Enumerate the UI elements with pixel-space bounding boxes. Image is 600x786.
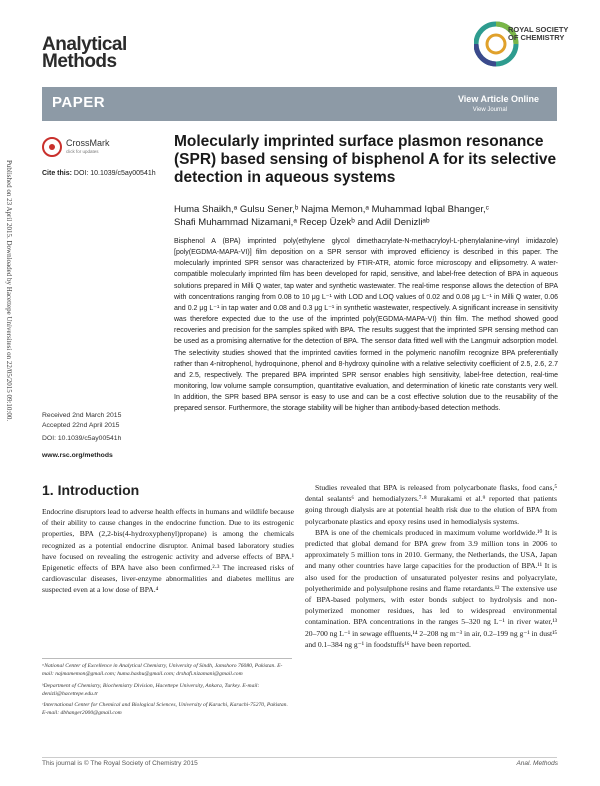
left-column <box>42 506 294 596</box>
view-journal-link[interactable]: View Journal <box>472 107 507 113</box>
accepted-date: Accepted 22nd April 2015 <box>42 421 120 429</box>
journal-name <box>42 36 127 70</box>
footer-divider <box>42 757 557 758</box>
citation <box>42 170 156 177</box>
view-article-online-link[interactable]: View Article Online <box>457 94 539 104</box>
intro-paragraph-1: Endocrine disruptors lead to adverse health effects in humans and wildlife because of their ability to cause changes in the endocrine function. Due to its estrogenic properties, BPA (2,2-bis(4-hydroxyphenyl)propane) is among the chemicals recognized as a potential endocrine disruptor. Animal based laboratory studies have focused on revealing the estrogenic activity and adverse effects of BPA.¹ Epigenetic effects of BPA have also been confirmed.²·³ The increased risks of cardiovascular diseases, liver-enzyme abnormalities and diabetes mellitus are suspected even at a low dose of BPA.⁴ <box>42 507 294 595</box>
download-note <box>3 160 13 720</box>
authors-line2: Shafi Muhammad Nizamani,ᵃ Recep Üzekᵇ and Adil Denizliᵃᵇ <box>174 217 430 228</box>
affiliation-footnotes <box>42 662 294 721</box>
intro-paragraph-2: Studies revealed that BPA is released from polycarbonate flasks, food cans,⁵ dental sealants⁶ and hemodialyzers.⁷·⁸ Murakami et al.⁹ reported that patients going through dialysis are at potential health risk due to the elution of BPA from polycarbonate plastics and epoxy resins used in hemodialysis systems. <box>305 483 557 526</box>
footnote-divider <box>42 658 292 659</box>
article-doi[interactable]: DOI: 10.1039/c5ay00541h <box>42 435 122 442</box>
journal-name-line1: Analytical <box>42 34 127 55</box>
article-history <box>42 411 121 444</box>
rsc-logo-line1: ROYAL SOCIETY <box>508 25 569 34</box>
crossmark-sub: click for updates <box>66 149 99 154</box>
rsc-logo-text <box>508 26 568 42</box>
citation-doi[interactable]: DOI: 10.1039/c5ay00541h <box>73 170 156 177</box>
footnote-a: ᵃNational Center of Excellence in Analytical Chemistry, University of Sindh, Jamshoro 76080, Pakistan. E-mail: najmamemon@gmail.com; huma.hashu@gmail.com; drshafi.nizamani@gmail.com <box>42 663 283 678</box>
rsc-logo-line2: OF CHEMISTRY <box>508 33 565 42</box>
received-date: Received 2nd March 2015 <box>42 412 122 419</box>
crossmark-icon <box>42 137 62 157</box>
abstract: Bisphenol A (BPA) imprinted poly(ethylene glycol dimethacrylate-N-methacryloyl-L-phenylalanine-vinyl imidazole) [poly(EGDMA-MAPA-VI)] film deposition on a SPR sensor with improved efficiency is described in this paper. The molecularly imprinted SPR sensor was characterized by FTIR-ATR, atomic force microscopy and ellipsometry. A water-compatible molecularly imprinted film has been developed for rapid, sensitive, and label-free detection of BPA in aqueous solutions prepared in Milli Q water, tap water and synthetic wastewater. The real-time response allows the detection of BPA with concentrations ranging from 0.08 to 10 μg L⁻¹ with LOD and LOQ values of 0.02 and 0.08 μg L⁻¹ in Milli Q water, 0.06 and 0.2 μg L⁻¹ in tap water and 0.08 and 0.3 μg L⁻¹ in synthetic wastewater, respectively. A significant increase in sensitivity was therefore expected due to the use of the imprinted poly(EGDMA-MAPA-VI) thin film. The method showed good recoveries and precision for the samples spiked with BPA. The results suggest that the imprinted SPR sensing method can be used as a promising alternative for the detection of BPA. The sensor data fitted well with the Langmuir adsorption model. The selectivity studies showed that the imprinted cavities formed in the polymeric nanofilm recognize BPA preferentially rather than 4-nitrophenol, hydroquinone, phenol and 8-hydroxy quinoline with a relative selectivity coefficient of 2.5, 2.6, 2.7 and 2.5, respectively. The prepared BPA imprinted SPR sensor enables high sensitivity, label-free detection, real-time monitoring, low volume sample consumption, quantitative evaluation, and determination of kinetic rate constants very well. In addition, the SPR based BPA sensor is easy to use and can be a cost effective solution due to the reusability of the prepared sensor. Furthermore, the storage stability will be higher than antibody-based detection methods. <box>174 238 558 413</box>
intro-paragraph-3: BPA is one of the chemicals produced in maximum volume worldwide.¹⁰ It is predicted that global demand for BPA grew from 3.9 million tons in 2006 to approximately 5 million tons in 2010. Germany, the Netherlands, the USA, Japan and many other countries have large capacities for the production of BPA.¹¹ It is also used for the production of unsaturated polyester resins and polyacrylate, polyetherimide and polysulphone resins and flame retardants.¹² The extensive use of BPA-based polymers, with ester bonds subject to hydrolysis and non-polymerized monomer residues, has led to widespread environmental contamination. BPA concentrations in the ranges 5–320 ng L⁻¹ in river water,¹³ 20–700 ng L⁻¹ in sewage effluents,¹⁴ 2–208 ng m⁻³ in air, 0.2–199 ng g⁻¹ in dust¹⁵ and 0.1–384 ng g⁻¹ in foodstuffs¹⁶ have been reported. <box>305 527 557 649</box>
journal-website-link[interactable]: www.rsc.org/methods <box>42 452 113 459</box>
citation-label: Cite this: <box>42 170 72 177</box>
author-list <box>174 203 574 229</box>
authors-line1: Huma Shaikh,ᵃ Gulsu Sener,ᵇ Najma Memon,ᵃ Muhammad Iqbal Bhanger,ᶜ <box>174 204 490 215</box>
download-note-text: Published on 23 April 2015. Downloaded by Hacettepe Universitesi on 22/05/2015 09:10:00. <box>5 160 13 422</box>
article-type-label: PAPER <box>52 94 106 111</box>
crossmark-button[interactable] <box>42 137 132 159</box>
article-type-banner <box>42 87 557 121</box>
footnote-c: ᶜInternational Center for Chemical and Biological Sciences, University of Karachi, Karachi-75270, Pakistan. E-mail: dbhanger2000@gmail.com <box>42 702 288 717</box>
journal-name-line2: Methods <box>42 51 117 72</box>
footnote-b: ᵇDepartment of Chemistry, Biochemistry Division, Hacettepe University, Ankara, Turkey. E-mail: denizli@hacettepe.edu.tr <box>42 682 260 697</box>
copyright-notice: This journal is © The Royal Society of Chemistry 2015 <box>42 760 198 767</box>
journal-abbreviation: Anal. Methods <box>516 760 558 767</box>
article-title: Molecularly imprinted surface plasmon resonance (SPR) based sensing of bisphenol A for its selective detection in aqueous systems <box>174 133 557 186</box>
introduction-heading: 1. Introduction <box>42 482 140 498</box>
crossmark-label: CrossMark <box>66 138 110 148</box>
right-column <box>305 482 557 650</box>
